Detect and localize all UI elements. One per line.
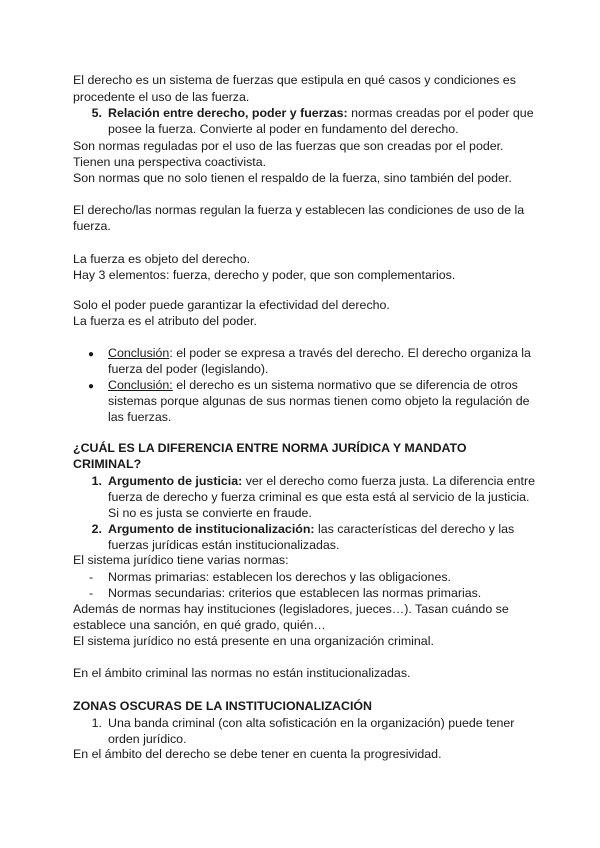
list-item-justicia (108, 473, 538, 490)
list-item-title: Argumento de institucionalización: (108, 522, 315, 536)
paragraph-objeto: La fuerza es objeto del derecho. (73, 252, 251, 266)
paragraph-instituciones-line2: establece una sanción, en qué grado, quién… (73, 618, 326, 632)
list-item-continuation: orden jurídico. (108, 732, 187, 746)
dash-item-primarias: Normas primarias: establecen los derechos y las obligaciones. (108, 570, 451, 584)
dash-item-secundarias: Normas secundarias: criterios que establecen las normas primarias. (108, 586, 482, 600)
paragraph-sistema-normas: El sistema jurídico tiene varias normas: (73, 553, 289, 567)
bullet-item-conclusion-2 (108, 377, 538, 394)
paragraph-atributo: La fuerza es el atributo del poder. (73, 314, 257, 328)
paragraph-regulan-line1: El derecho/las normas regulan la fuerza y establecen las condiciones de uso de la (73, 203, 525, 217)
bullet-icon: ● (88, 381, 95, 392)
paragraph-instituciones: Además de normas hay instituciones (legisladores, jueces…). Tasan cuándo se (73, 602, 509, 616)
list-number-1: 1. (91, 474, 102, 488)
paragraph-ambito-criminal: En el ámbito criminal las normas no están institucionalizadas. (73, 666, 411, 680)
list-item-relacion (108, 105, 538, 122)
paragraph-normas-reguladas: Son normas reguladas por el uso de las fuerzas que son creadas por el poder. (73, 139, 504, 153)
list-item-continuation: fuerzas jurídicas están institucionalizadas. (108, 538, 340, 552)
paragraph-organizacion-criminal: El sistema jurídico no está presente en una organización criminal. (73, 634, 434, 648)
list-item-banda-criminal: Una banda criminal (con alta sofisticación en la organización) puede tener (108, 716, 515, 730)
conclusion-text: : el poder se expresa a través del derecho. El derecho organiza la (169, 346, 531, 360)
paragraph-elementos: Hay 3 elementos: fuerza, derecho y poder, que son complementarios. (73, 268, 456, 282)
paragraph-regulan-line2: fuerza. (73, 219, 111, 233)
section-heading-zonas-oscuras: ZONAS OSCURAS DE LA INSTITUCIONALIZACIÓN (73, 699, 372, 713)
paragraph-garantizar: Solo el poder puede garantizar la efectividad del derecho. (73, 298, 390, 312)
conclusion-label: Conclusión: (108, 378, 173, 392)
list-item-institucionalizacion (108, 521, 538, 538)
paragraph-perspectiva: Tienen una perspectiva coactivista. (73, 155, 267, 169)
section-heading-diferencia-line2: CRIMINAL? (73, 457, 142, 471)
list-item-continuation: posee la fuerza. Convierte al poder en fundamento del derecho. (108, 122, 459, 136)
list-number-2: 2. (91, 522, 102, 536)
list-item-title: Argumento de justicia: (108, 474, 243, 488)
bullet-item-continuation: las fuerzas. (108, 410, 172, 424)
list-item-title: Relación entre derecho, poder y fuerzas: (108, 106, 348, 120)
conclusion-label: Conclusión (108, 346, 170, 360)
bullet-item-continuation: fuerza del poder (legislando). (108, 362, 269, 376)
list-number-5: 5. (91, 106, 102, 120)
list-item-continuation: Si no es justa se convierte en fraude. (108, 506, 312, 520)
section-heading-diferencia: ¿CUÁL ES LA DIFERENCIA ENTRE NORMA JURÍDICA Y MANDATO (73, 441, 467, 455)
list-item-text: ver el derecho como fuerza justa. La diferencia entre (242, 474, 535, 488)
dash-marker: - (89, 586, 94, 600)
conclusion-text: el derecho es un sistema normativo que se diferencia de otros (172, 378, 518, 392)
paragraph-respaldo: Son normas que no solo tienen el respaldo de la fuerza, sino también del poder. (73, 171, 512, 185)
paragraph-derecho-sistema: El derecho es un sistema de fuerzas que estipula en qué casos y condiciones es procedente el uso de las fuerza. (73, 73, 516, 104)
list-item-text: las características del derecho y las (314, 522, 515, 536)
list-number-1: 1. (91, 716, 102, 730)
paragraph-progresividad: En el ámbito del derecho se debe tener en cuenta la progresividad. (73, 747, 442, 761)
dash-marker: - (89, 570, 94, 584)
bullet-icon: ● (88, 349, 95, 360)
list-item-text: normas creadas por el poder que (347, 106, 534, 120)
bullet-item-conclusion-1 (108, 345, 538, 362)
bullet-item-continuation: sistemas porque algunas de sus normas tienen como objeto la regulación de (108, 394, 530, 408)
list-item-continuation: fuerza de derecho y fuerza criminal es que esta está al servicio de la justicia. (108, 490, 530, 504)
